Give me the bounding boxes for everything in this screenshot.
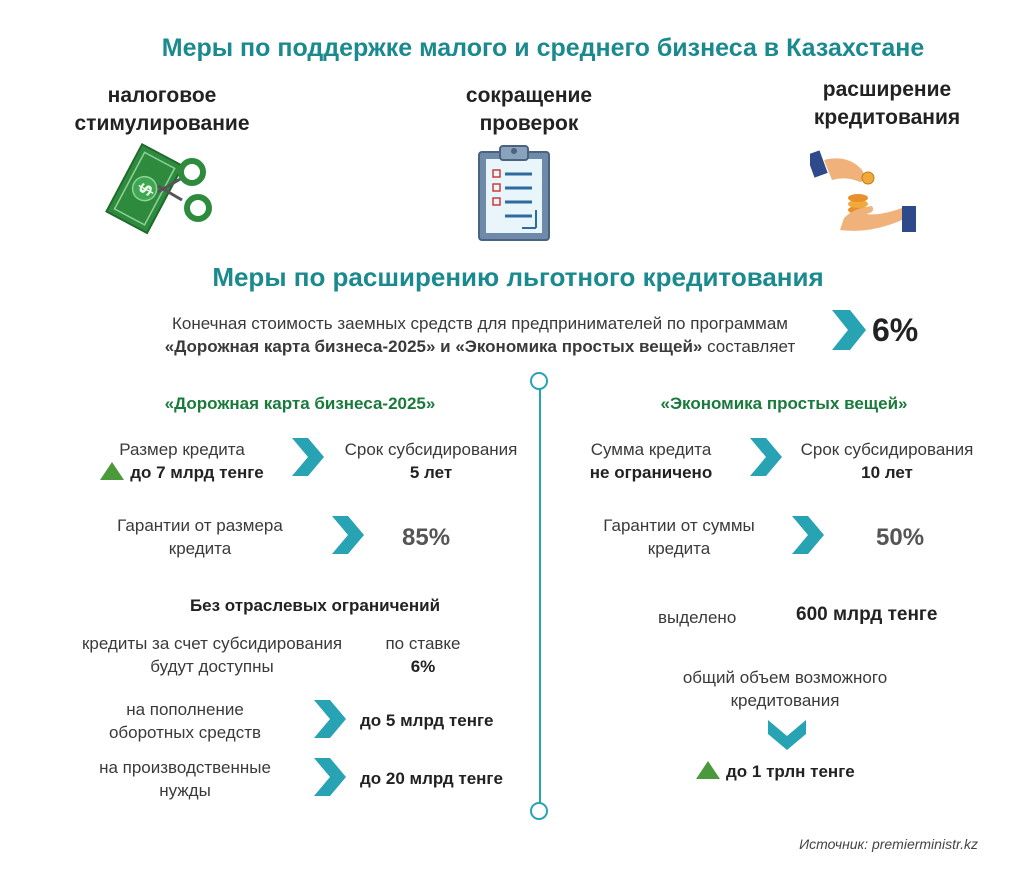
- left-loan-block: [92, 438, 272, 484]
- left-term-block: [336, 438, 526, 484]
- chevron-right-icon: [312, 698, 348, 740]
- pillar-lending: [777, 76, 997, 132]
- page-title: Меры по поддержке малого и среднего бизнеса в Казахстане: [161, 34, 925, 62]
- left-guarantee-label-2: кредита: [168, 539, 232, 558]
- left-rate-block: [368, 632, 478, 678]
- left-working-value: до 5 млрд тенге: [360, 711, 494, 730]
- up-triangle-icon: [100, 462, 124, 480]
- right-program-title: «Экономика простых вещей»: [660, 394, 908, 413]
- pillar-inspections-line2: проверок: [479, 112, 579, 135]
- pillar-tax-line1: налоговое: [107, 84, 217, 107]
- credit-intro-line2: [140, 335, 820, 358]
- right-volume-value: до 1 трлн тенге: [726, 762, 855, 781]
- up-triangle-icon: [696, 761, 720, 779]
- divider-line: [539, 384, 541, 808]
- left-production-label-1: на производственные: [99, 758, 271, 777]
- source-note: Источник: premierministr.kz: [799, 836, 978, 852]
- right-allocated-label: выделено: [658, 608, 737, 627]
- right-loan-label: Сумма кредита: [590, 440, 712, 459]
- chevron-right-icon: [790, 514, 826, 556]
- left-rate-label: по ставке: [385, 634, 461, 653]
- left-guarantee-block: [100, 514, 300, 560]
- right-guarantee-value: 50%: [876, 524, 925, 551]
- left-working-label-1: на пополнение: [126, 700, 244, 719]
- svg-text:$: $: [133, 178, 159, 200]
- pillar-tax-line2: стимулирование: [74, 112, 250, 135]
- pillar-lending-line1: расширение: [822, 78, 952, 101]
- chevron-right-icon: [828, 308, 868, 352]
- left-guarantee-value: 85%: [402, 524, 451, 551]
- right-volume-block: [660, 666, 910, 712]
- right-volume-label-1: общий объем возможного: [682, 668, 888, 687]
- right-guarantee-label-2: кредита: [647, 539, 711, 558]
- left-no-limits: Без отраслевых ограничений: [189, 596, 441, 615]
- right-term-value: 10 лет: [861, 463, 913, 482]
- pillar-inspections: [419, 82, 639, 138]
- left-term-label: Срок субсидирования: [344, 440, 518, 459]
- credit-intro: [140, 312, 820, 358]
- timeline-bottom-dot: [530, 802, 548, 820]
- left-working-block: [90, 698, 280, 744]
- left-guarantee-label-1: Гарантии от размера: [117, 516, 283, 535]
- credit-intro-programs: «Дорожная карта бизнеса-2025» и «Экономика простых вещей»: [164, 337, 703, 356]
- money-scissors-icon: [100, 142, 225, 237]
- right-guarantee-label-1: Гарантии от суммы: [603, 516, 755, 535]
- credit-section-title: Меры по расширению льготного кредитования: [212, 262, 824, 292]
- left-loan-value-row: [92, 461, 272, 484]
- left-loan-value: до 7 млрд тенге: [130, 463, 264, 482]
- right-guarantee-block: [584, 514, 774, 560]
- pillar-lending-line2: кредитования: [813, 106, 961, 129]
- left-working-label-2: оборотных средств: [108, 723, 262, 742]
- chevron-right-icon: [290, 436, 326, 478]
- left-rate-value: 6%: [410, 657, 436, 676]
- clipboard-checklist-icon: [476, 142, 552, 242]
- chevron-right-icon: [312, 756, 348, 798]
- pillar-tax: [52, 82, 272, 138]
- pillar-inspections-line1: сокращение: [465, 84, 593, 107]
- left-production-label-2: нужды: [159, 781, 211, 800]
- right-volume-label-2: кредитования: [730, 691, 840, 710]
- left-subsidy-label-1: кредиты за счет субсидирования: [81, 634, 343, 653]
- left-subsidy-label-2: будут доступны: [150, 657, 274, 676]
- left-production-block: [90, 756, 280, 802]
- credit-rate: 6%: [872, 312, 919, 348]
- left-term-value: 5 лет: [409, 463, 453, 482]
- credit-intro-line1: Конечная стоимость заемных средств для предпринимателей по программам: [172, 314, 788, 333]
- timeline-top-dot: [530, 372, 548, 390]
- left-loan-label: Размер кредита: [119, 440, 245, 459]
- left-program-title: «Дорожная карта бизнеса-2025»: [164, 394, 436, 413]
- right-allocated-value: 600 млрд тенге: [796, 604, 938, 625]
- right-term-block: [792, 438, 982, 484]
- hands-coins-icon: [810, 150, 920, 238]
- right-term-label: Срок субсидирования: [800, 440, 974, 459]
- left-production-value: до 20 млрд тенге: [360, 769, 503, 788]
- right-loan-value: не ограничено: [589, 463, 713, 482]
- chevron-right-icon: [748, 436, 784, 478]
- credit-intro-rest: составляет: [702, 337, 796, 356]
- right-volume-value-row: [696, 760, 855, 783]
- chevron-right-icon: [330, 514, 366, 556]
- right-loan-block: [566, 438, 736, 484]
- left-subsidy-block: [72, 632, 352, 678]
- chevron-down-icon: [766, 718, 808, 752]
